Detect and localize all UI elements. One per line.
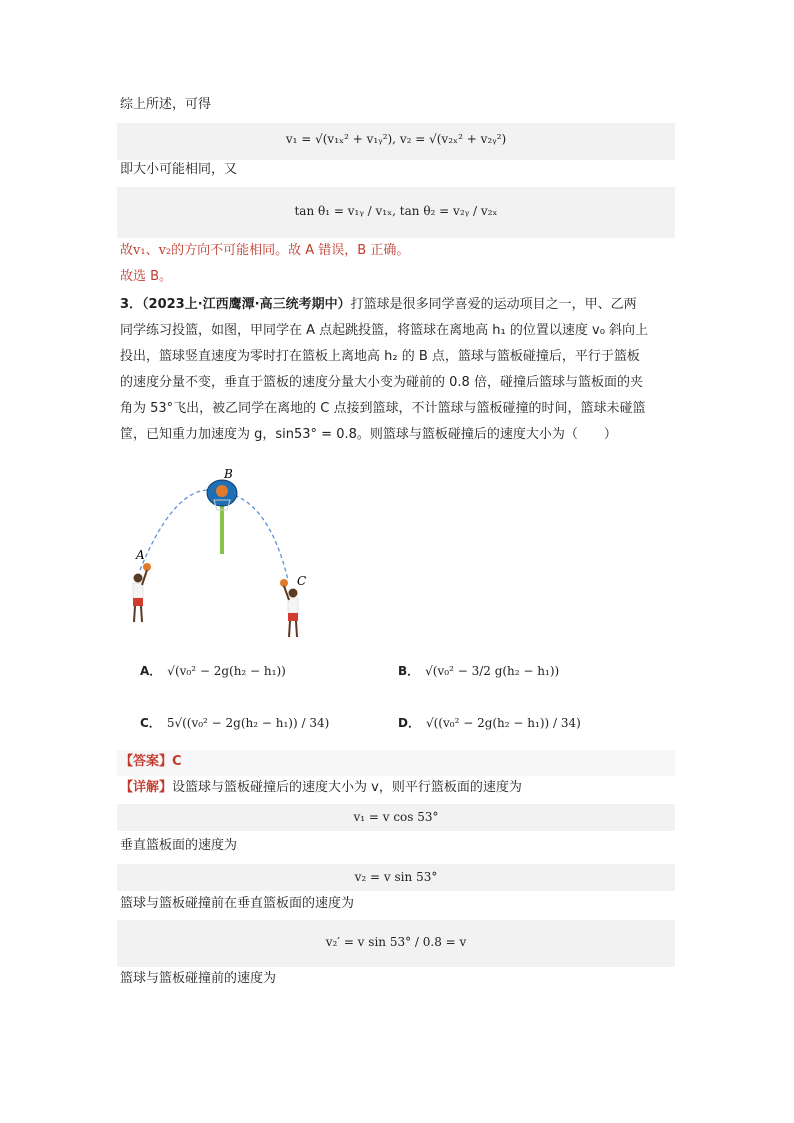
equation-box-v2 (117, 864, 675, 891)
equation-v2p: v₂′ = v sin 53° / 0.8 = v (325, 935, 467, 949)
label-c: C (297, 574, 307, 588)
option-b[interactable]: B． √(v₀² − 3/2 g(h₂ − h₁)) (398, 664, 560, 678)
equation-box-v2p (117, 920, 675, 967)
answer-box (117, 750, 675, 776)
equation-v1: v₁ = v cos 53° (353, 810, 439, 824)
question-source: （2023上·江西鹰潭·高三统考期中） (142, 297, 351, 312)
option-d[interactable]: D． √((v₀² − 2g(h₂ − h₁)) / 34) (398, 716, 581, 730)
detail-line (120, 779, 522, 797)
question-line-3: 投出，篮球竖直速度为零时打在篮板上离地高 h₂ 的 B 点，篮球与篮板碰撞后，平行于篮板 (120, 349, 640, 364)
conclusion-text: 的方向不可能相同。故 A 错误，B 正确。 (171, 243, 410, 258)
trajectory-ab (140, 490, 221, 570)
option-c-expr: 5√((v₀² − 2g(h₂ − h₁)) / 34) (166, 716, 330, 730)
label-a: A (136, 548, 145, 562)
choose-b-text: 故选 B。 (120, 269, 173, 284)
option-a[interactable]: A． √(v₀² − 2g(h₂ − h₁)) (140, 664, 286, 678)
basketball-figure (118, 462, 328, 642)
answer-line (120, 753, 182, 771)
question-line-4: 的速度分量不变，垂直于篮板的速度分量大小变为碰前的 0.8 倍，碰撞后篮球与篮板面的夹 (120, 375, 643, 390)
answer-value: C (172, 754, 182, 769)
option-c[interactable]: C． 5√((v₀² − 2g(h₂ − h₁)) / 34) (140, 716, 330, 730)
equation-box-v1 (117, 804, 675, 831)
detail-tag: 【详解】 (120, 780, 173, 795)
question-line-1: 3．（2023上·江西鹰潭·高三统考期中）打篮球是很多同学喜爱的运动项目之一，甲、乙两 (120, 297, 637, 312)
trajectory-bc (221, 492, 288, 580)
perp-text: 垂直篮板面的速度为 (120, 838, 238, 853)
before-perp-text: 篮球与篮板碰撞前在垂直篮板面的速度为 (120, 896, 355, 911)
before-speed-text: 篮球与篮板碰撞前的速度为 (120, 971, 277, 986)
question-line-6: 筐，已知重力加速度为 g，sin53° = 0.8。则篮球与篮板碰撞后的速度大小为（ ） (120, 427, 617, 442)
question-line-2: 同学练习投篮，如图，甲同学在 A 点起跳投篮，将篮球在离地高 h₁ 的位置以速度 v₀ 斜向上 (120, 323, 649, 338)
option-b-expr: √(v₀² − 3/2 g(h₂ − h₁)) (425, 664, 560, 678)
question-number: 3． (120, 297, 143, 312)
question-line-5: 角为 53°飞出，被乙同学在离地的 C 点接到篮球，不计篮球与篮板碰撞的时间，篮球未碰篮 (120, 401, 646, 416)
option-a-expr: √(v₀² − 2g(h₂ − h₁)) (167, 664, 286, 678)
equation-box-tan (117, 187, 675, 238)
equation-v12: v₁ = √(v₁ₓ² + v₁ᵧ²), v₂ = √(v₂ₓ² + v₂ᵧ²) (285, 132, 507, 146)
player-c (280, 579, 298, 637)
conclusion-line: 故v₁、v₂的方向不可能相同。故 A 错误，B 正确。 (120, 243, 410, 258)
equation-tan: tan θ₁ = v₁ᵧ / v₁ₓ, tan θ₂ = v₂ᵧ / v₂ₓ (294, 204, 498, 218)
hoop-pole (220, 500, 224, 554)
equation-v2: v₂ = v sin 53° (354, 870, 438, 884)
conclusion-vars: v₁、v₂ (133, 243, 172, 258)
same-size-text: 即大小可能相同，又 (120, 162, 238, 177)
question-3 (120, 292, 680, 448)
detail-text: 设篮球与篮板碰撞后的速度大小为 v，则平行篮板面的速度为 (172, 780, 522, 795)
summary-intro: 综上所述，可得 (120, 97, 212, 112)
equation-box-v12 (117, 123, 675, 160)
answer-tag: 【答案】 (120, 754, 173, 769)
player-a (133, 563, 151, 622)
ball-at-b (216, 485, 228, 497)
label-b: B (224, 467, 233, 481)
option-d-expr: √((v₀² − 2g(h₂ − h₁)) / 34) (425, 716, 581, 730)
